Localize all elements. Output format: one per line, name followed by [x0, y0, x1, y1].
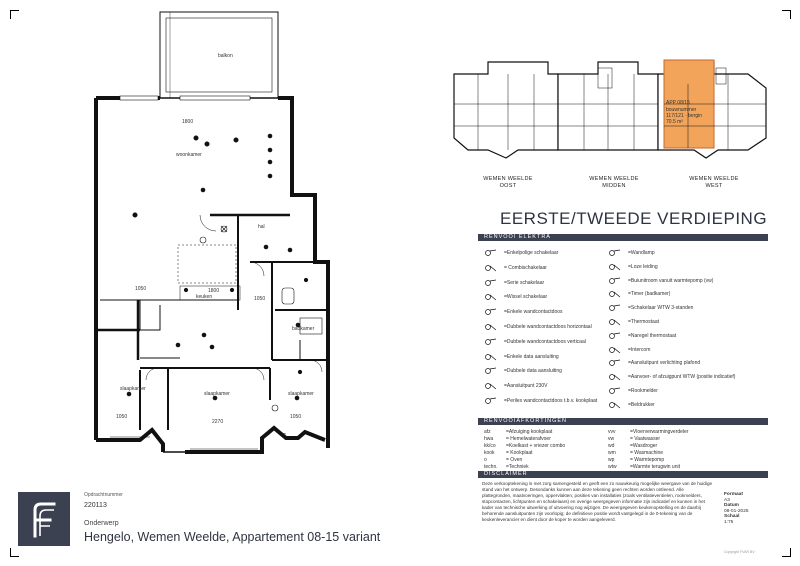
disclaimer-header: DISCLAIMER — [478, 471, 768, 478]
room-label-balkon: balkon — [218, 53, 233, 59]
legend-label: =Naregel thermostaat — [628, 332, 677, 339]
legend-label: =Dubbele wandcontactdoos verticaal — [504, 338, 586, 345]
legend-item — [608, 277, 713, 285]
legend-label: =Wissel schakelaar — [504, 294, 548, 301]
legend-symbol-icon — [608, 318, 622, 326]
legend-label: =Serie schakelaar — [504, 279, 545, 286]
legend-label: =Enkele wandcontactdoos — [504, 309, 563, 316]
legend-symbol-icon — [608, 401, 622, 409]
abbreviation-code: wm — [608, 450, 616, 456]
legend-label: =Aansluitpunt verlichting plafond — [628, 360, 701, 367]
legend-item — [484, 293, 547, 301]
legend-symbol-icon — [484, 264, 498, 272]
wing-label-west — [684, 176, 744, 190]
legend-symbol-icon — [608, 249, 622, 257]
legend-item — [608, 263, 658, 271]
abbreviation-text: = Vaatwasser — [630, 436, 661, 442]
height-code: 1050 — [254, 296, 266, 302]
wing-label-line: WEMEN WEELDE — [483, 176, 533, 182]
legend-item — [484, 397, 597, 405]
room-label-slaapkamer-2: slaapkamer — [204, 391, 230, 397]
legend-item — [608, 373, 735, 381]
legend-label: =Thermostaat — [628, 319, 659, 325]
keyplan-apartment-sub3: 70.5 m² — [666, 119, 683, 125]
abbreviation-code: vw — [608, 436, 615, 442]
room-label-hal: hal — [258, 224, 265, 230]
legend-symbol-icon — [484, 279, 498, 287]
order-number-label: Opdrachtnummer — [84, 492, 123, 498]
logo-f-icon — [18, 492, 70, 546]
legend-symbol-icon — [608, 263, 622, 271]
legend-symbol-icon — [484, 397, 498, 405]
wing-label-line: OOST — [499, 183, 517, 189]
format-label: Formaat — [724, 492, 743, 497]
legend-symbol-icon — [484, 323, 498, 331]
abbreviation-text: = Kookplaat — [506, 450, 533, 456]
order-number: 220113 — [84, 502, 107, 509]
legend-item — [484, 279, 544, 287]
abbreviation-text: =Afzuiging kookplaat — [506, 429, 553, 435]
abbreviation-code: wtw — [608, 464, 617, 470]
legend-label: =Aanvoer- of afzuigpunt WTW (positie indicatief) — [628, 374, 736, 381]
abbreviation-code: o — [484, 457, 487, 463]
legend-label: =Enkele data aansluiting — [504, 353, 559, 360]
legend-item — [608, 401, 655, 409]
legend-label: =Dubbele wandcontactdoos horizontaal — [504, 324, 592, 330]
wing-label-line: WEMEN WEELDE — [689, 176, 739, 182]
abbreviation-code: vvv — [608, 429, 616, 435]
disclaimer-text: Deze verkooptekening is met zorg samengesteld en geeft een zo nauwkeurig mogelijke weergave van de huidige stand van het ontwerp. Desondanks kunnen aan deze tekening geen rechten worden ontleend. Alle plattegronden, maatvoeringen, oppervlakten, posities van installaties (zoals ventilatieventielen, rookmelders, stopcontacten, lichtpunten en schakelaars) en overige weergegeven informatie zijn indicatief en kunnen in het kader van technische uitwerking of uitvoering nog wijzigen. De weergegeven keukenopstelling en de daarbij behorende aansluitpunten zijn voorlopig; de definitieve positie wordt vastgelegd in de 0-tekening van de keukenleverancier en dient door de koper te worden aangeleverd. — [482, 481, 713, 522]
legend-item — [608, 387, 658, 395]
legend-symbol-icon — [484, 249, 498, 257]
legend-item — [484, 367, 562, 375]
height-code: 1800 — [208, 288, 220, 294]
abbreviation-code: wd — [608, 443, 615, 449]
legend-label: =Intercom — [628, 346, 651, 353]
abbreviation-text: =Techniek — [506, 464, 529, 470]
wing-label-line: WEMEN WEELDE — [589, 176, 639, 182]
wing-label-line: WEST — [705, 183, 723, 189]
subject: Hengelo, Wemen Weelde, Appartement 08-15 variant — [84, 530, 381, 544]
legend-item — [608, 318, 659, 326]
legend-symbol-icon — [484, 293, 498, 301]
room-label-badkamer: badkamer — [292, 326, 315, 332]
legend-label: =Timer (badkamer) — [628, 291, 671, 298]
legend-item — [484, 264, 547, 272]
abbreviation-text: = Wasmachine — [630, 450, 664, 456]
company-logo — [18, 492, 70, 546]
subject-label: Onderwerp — [84, 520, 119, 527]
legend-item — [484, 353, 559, 361]
legend-label: =Enkelpolige schakelaar — [504, 250, 559, 256]
legend-item — [608, 359, 700, 367]
room-label-woonkamer: woonkamer — [176, 152, 202, 158]
legend-header: RENVOOI ELEKTRA — [478, 234, 768, 241]
legend-item — [484, 323, 592, 331]
legend-label: =Beldrukker — [628, 401, 655, 408]
legend-item — [608, 249, 655, 257]
abbreviation-text: = Warmtepomp — [630, 457, 665, 463]
key-plan — [448, 54, 778, 162]
legend-item — [608, 346, 650, 354]
abbreviation-code: kk/co — [484, 443, 496, 449]
legend-symbol-icon — [484, 382, 498, 390]
legend-label: =Rookmelder — [628, 388, 658, 394]
legend-label: =Loze leiding — [628, 263, 658, 270]
height-code: 1050 — [116, 414, 128, 420]
wing-label-midden — [584, 176, 644, 190]
abbreviation-code: afz — [484, 429, 491, 435]
legend-label: = Combischakelaar — [504, 264, 547, 271]
abbreviation-code: wp — [608, 457, 615, 463]
legend-symbol-icon — [608, 387, 622, 395]
room-label-slaapkamer-1: slaapkamer — [120, 386, 146, 392]
legend-label: =Aansluitpunt 230V — [504, 383, 548, 390]
legend-symbol-icon — [484, 367, 498, 375]
keyplan-apartment-label: APP 08/15 — [666, 100, 690, 106]
legend-symbol-icon — [608, 373, 622, 381]
legend-symbol-icon — [484, 353, 498, 361]
height-code: 2270 — [212, 419, 224, 425]
sheet-title: EERSTE/TWEEDE VERDIEPING — [500, 209, 768, 228]
height-code: 1050 — [135, 286, 147, 292]
keyplan-apartment-sub2: 117/121 · bergin — [666, 113, 703, 119]
abbreviation-text: =Wasdroger — [630, 443, 658, 449]
legend-label: =Wandlamp — [628, 250, 655, 256]
scale-label: Schaal — [724, 514, 740, 520]
legend-item — [484, 382, 548, 390]
room-label-slaapkamer-3: slaapkamer — [288, 391, 314, 397]
format-value: A3 — [724, 497, 730, 503]
abbreviation-text: =Vloerverwarmingverdeler — [630, 429, 689, 435]
legend-item — [608, 290, 670, 298]
legend-item — [484, 249, 558, 257]
legend-symbol-icon — [608, 277, 622, 285]
legend-item — [484, 308, 563, 316]
legend-symbol-icon — [484, 308, 498, 316]
room-label-keuken: keuken — [196, 294, 213, 300]
abbreviation-text: =Koelkast + vriezer combo — [506, 443, 566, 449]
legend-symbol-icon — [608, 304, 622, 312]
legend-symbol-icon — [608, 346, 622, 354]
abbreviations-header: RENVOOIAFKORTINGEN — [478, 418, 768, 425]
legend-label: =Dubbele data aansluiting — [504, 368, 562, 375]
date-label: Datum — [724, 503, 739, 509]
date-value: 08-01-2025 — [724, 508, 749, 514]
legend-item — [608, 304, 693, 312]
legend-symbol-icon — [608, 290, 622, 298]
abbreviation-code: kook — [484, 450, 495, 456]
abbreviation-text: = Oven — [506, 457, 523, 463]
legend-label: =Buiunitroom vanuit warmtepomp (vw) — [628, 277, 714, 284]
sheet-info — [724, 492, 749, 526]
copyright: Copyright FVAR BV — [724, 550, 755, 554]
scale-value: 1:75 — [724, 519, 734, 525]
abbreviation-text: =Warmte terugwin unit — [630, 464, 680, 470]
legend-item — [484, 338, 586, 346]
abbreviation-code: hwa — [484, 436, 494, 442]
height-code: 1800 — [182, 119, 194, 125]
keyplan-apartment-sub1: bouwnummer — [666, 107, 697, 113]
legend-symbol-icon — [608, 359, 622, 367]
abbreviation-text: = Hemelwaterafvoer — [506, 436, 551, 442]
wing-label-oost — [478, 176, 538, 190]
wing-label-line: MIDDEN — [602, 183, 626, 189]
legend-label: =Perilex wandcontactdoos t.b.v. kookplaat — [504, 398, 598, 404]
height-code: 1050 — [290, 414, 302, 420]
legend-symbol-icon — [608, 332, 622, 340]
legend-item — [608, 332, 676, 340]
legend-symbol-icon — [484, 338, 498, 346]
legend-label: =Schakelaar WTW 3-standen — [628, 305, 694, 312]
abbreviation-code: techn. — [484, 464, 498, 470]
